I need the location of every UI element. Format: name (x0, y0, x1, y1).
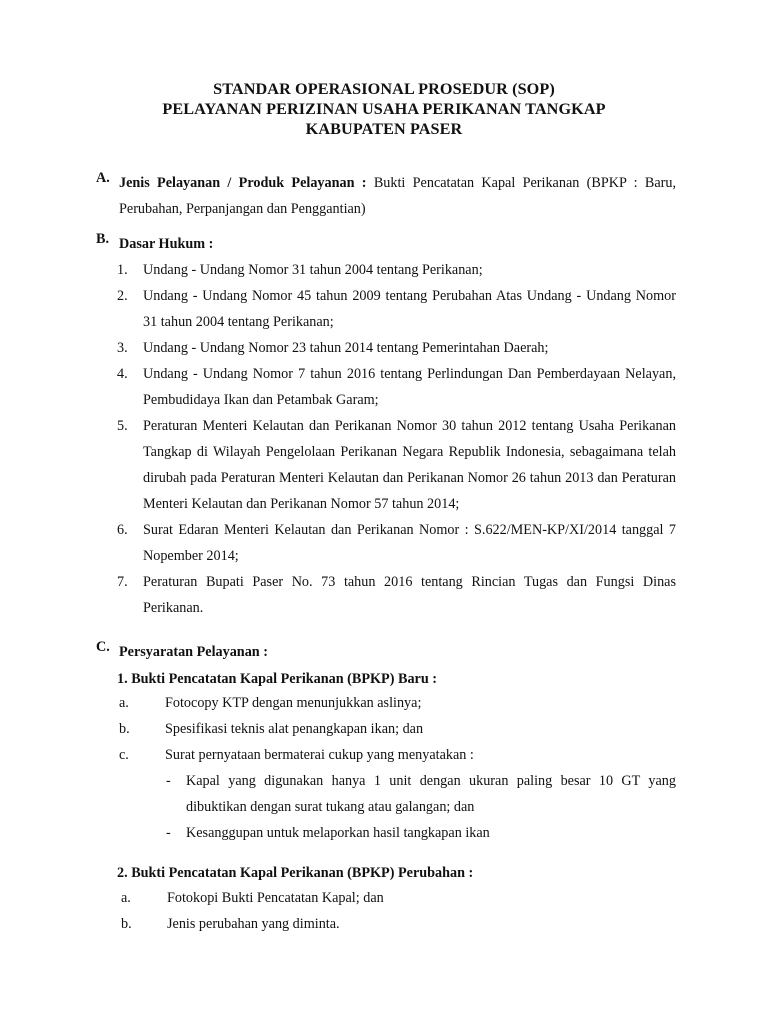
title-line-1: STANDAR OPERASIONAL PROSEDUR (SOP) (213, 80, 555, 98)
list-item: - Kapal yang digunakan hanya 1 unit dengan ukuran paling besar 10 GT yang dibuktikan dengan surat tukang atau galangan; dan (166, 773, 676, 815)
section-a-text: Bukti Pencatatan Kapal Perikanan (BPKP : Baru, Perubahan, Perpanjangan dan Penggantian) (119, 175, 676, 217)
section-a-heading: Jenis Pelayanan / Produk Pelayanan : (119, 175, 367, 191)
title-line-2: PELAYANAN PERIZINAN USAHA PERIKANAN TANGKAP (162, 100, 606, 118)
list-item: - Kesanggupan untuk melaporkan hasil tangkapan ikan (166, 825, 490, 841)
list-item: 5. Peraturan Menteri Kelautan dan Perikanan Nomor 30 tahun 2012 tentang Usaha Perikanan Tangkap di Wilayah Pengelolaan Perikanan Negara Republik Indonesia, sebagaimana telah dirubah pada Peraturan Menteri Kelautan dan Perikanan Nomor 26 tahun 2013 dan Peraturan Menteri Kelautan dan Perikanan Nomor 57 tahun 2014; (117, 418, 676, 512)
subsection-2-heading: 2. Bukti Pencatatan Kapal Perikanan (BPKP) Perubahan : (117, 865, 474, 881)
section-b-label: B. (96, 231, 110, 247)
list-item: c. Surat pernyataan bermaterai cukup yang menyatakan : (119, 747, 474, 763)
list-item: a. Fotocopy KTP dengan menunjukkan aslinya; (119, 695, 422, 711)
title-line-3: KABUPATEN PASER (305, 120, 463, 138)
section-a (96, 170, 676, 222)
section-c-label: C. (96, 639, 110, 655)
dash-list (166, 768, 676, 846)
legal-basis-list (117, 257, 676, 621)
section-c (96, 639, 676, 665)
list-item: 4. Undang - Undang Nomor 7 tahun 2016 tentang Perlindungan Dan Pemberdayaan Nelayan, Pembudidaya Ikan dan Petambak Garam; (117, 366, 676, 408)
section-c-heading: Persyaratan Pelayanan : (119, 644, 268, 660)
list-item: a. Fotokopi Bukti Pencatatan Kapal; dan (121, 890, 384, 906)
list-item: b. Jenis perubahan yang diminta. (121, 916, 340, 932)
section-a-label: A. (96, 170, 110, 186)
subsection-2-list (121, 885, 676, 937)
section-b (96, 231, 676, 257)
list-item: 3. Undang - Undang Nomor 23 tahun 2014 tentang Pemerintahan Daerah; (117, 340, 549, 356)
list-item: 7. Peraturan Bupati Paser No. 73 tahun 2016 tentang Rincian Tugas dan Fungsi Dinas Perikanan. (117, 574, 676, 616)
section-a-body (119, 170, 676, 222)
list-item: 6. Surat Edaran Menteri Kelautan dan Perikanan Nomor : S.622/MEN-KP/XI/2014 tanggal 7 Nopember 2014; (117, 522, 676, 564)
list-item: 2. Undang - Undang Nomor 45 tahun 2009 tentang Perubahan Atas Undang - Undang Nomor 31 tahun 2004 tentang Perikanan; (117, 288, 676, 330)
subsection-1-heading: 1. Bukti Pencatatan Kapal Perikanan (BPKP) Baru : (117, 671, 438, 687)
subsection-1-list (119, 690, 676, 846)
list-item: b. Spesifikasi teknis alat penangkapan ikan; dan (119, 721, 424, 737)
list-item: 1. Undang - Undang Nomor 31 tahun 2004 tentang Perikanan; (117, 262, 483, 278)
section-b-heading: Dasar Hukum : (119, 236, 214, 252)
